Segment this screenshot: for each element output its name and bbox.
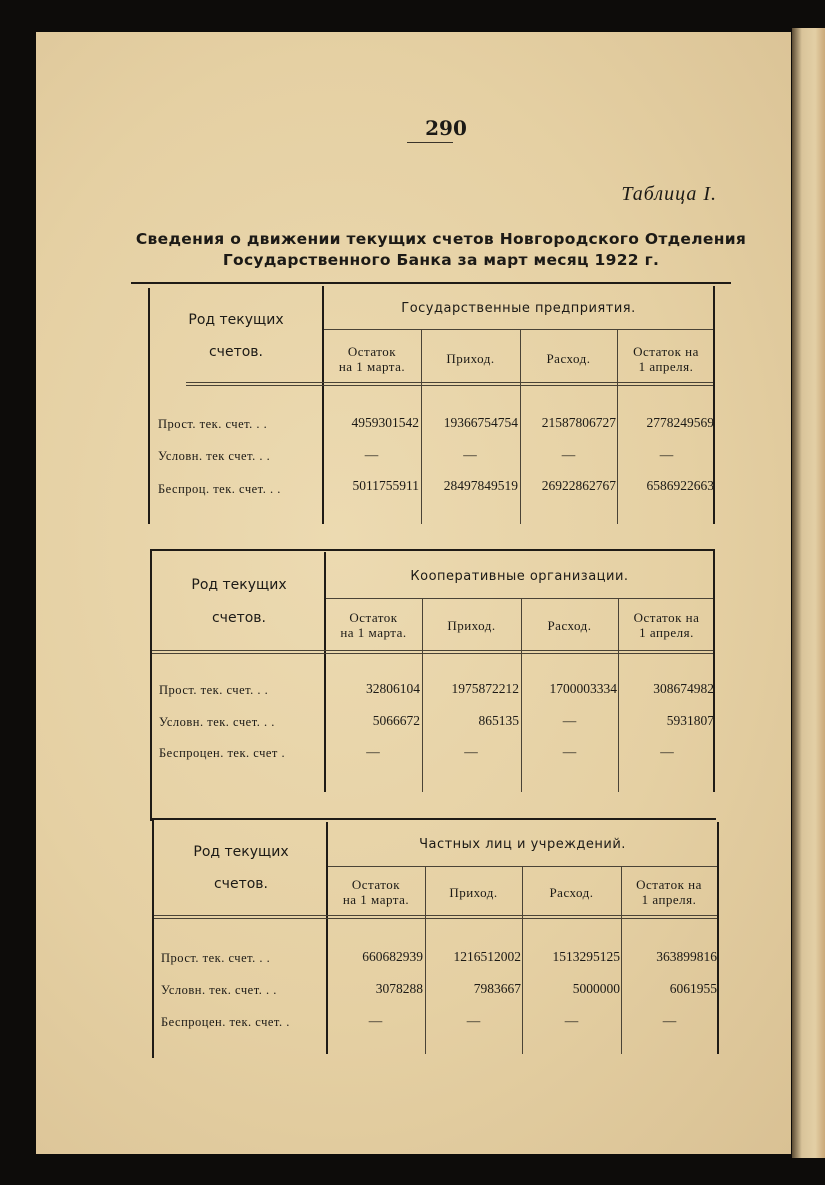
section-left-rule <box>148 288 150 524</box>
col-header-text: Остаток <box>351 877 401 892</box>
section-left-rule <box>150 549 152 821</box>
cell-expense: — <box>564 1013 579 1028</box>
col-header-opening <box>326 610 421 640</box>
cell-closing: 5931807 <box>666 713 714 728</box>
cell-opening: — <box>364 447 379 462</box>
row-label: Прост. тек. счет. . . <box>159 683 269 697</box>
cell-income: 28497849519 <box>443 478 518 493</box>
cell-income: — <box>464 744 478 759</box>
col-header-text: Остаток <box>347 344 397 359</box>
cell-income: 7983667 <box>473 981 521 996</box>
page-number-rule <box>407 142 453 143</box>
section-top-rule <box>131 282 731 284</box>
cell-expense: 1513295125 <box>552 949 620 964</box>
rod-label-line-1: Род текущих <box>193 844 289 860</box>
rod-label-line-1: Род текущих <box>191 577 287 593</box>
cell-closing: 363899816 <box>656 949 717 964</box>
row-label: Беспроц. тек. счет. . . <box>158 482 281 496</box>
col-header-text: на 1 марта. <box>342 892 410 907</box>
book-spine <box>792 28 825 1158</box>
cell-expense: 26922862767 <box>541 478 616 493</box>
col-header-expense: Расход. <box>547 618 592 633</box>
cell-opening: 660682939 <box>362 949 423 964</box>
col-header-text: 1 апреля. <box>638 359 694 374</box>
book-page <box>36 32 791 1154</box>
row-label: Прост. тек. счет. . . <box>161 951 271 965</box>
col-header-text: Остаток на <box>636 877 702 892</box>
col-header-opening <box>324 344 420 374</box>
col-header-text: 1 апреля. <box>639 625 694 640</box>
heading-line-2: Государственного Банка за март месяц 1922 г. <box>222 251 660 269</box>
header-rule-double <box>186 385 713 386</box>
page-number: 290 <box>425 116 467 140</box>
section-top-rule <box>152 818 716 820</box>
table-heading <box>116 229 766 271</box>
rod-label-line-2: счетов. <box>213 876 268 892</box>
cell-expense: 21587806727 <box>541 415 616 430</box>
col-header-closing <box>620 610 713 640</box>
cell-expense: — <box>561 447 576 462</box>
col-header-text: на 1 марта. <box>340 625 407 640</box>
col-header-text: Остаток на <box>633 610 700 625</box>
header-rule-double <box>154 918 717 919</box>
section-right-rule <box>717 822 719 1054</box>
group-underline <box>324 329 713 330</box>
cell-income: 865135 <box>478 713 519 728</box>
table-label: Таблица I. <box>621 183 717 205</box>
header-rule-double <box>152 653 713 654</box>
cell-opening: 32806104 <box>366 681 420 696</box>
cell-income: 1216512002 <box>453 949 521 964</box>
row-label: Условн. тек счет. . . <box>158 449 271 463</box>
cell-closing: — <box>659 447 674 462</box>
cell-closing: 6061955 <box>669 981 717 996</box>
row-label: Прост. тек. счет. . . <box>158 417 268 431</box>
col-rule-3 <box>617 330 618 524</box>
group-title: Кооперативные организации. <box>410 569 629 584</box>
col-header-text: Остаток на <box>633 344 699 359</box>
group-title: Государственные предприятия. <box>401 301 636 316</box>
cell-income: 1975872212 <box>451 681 519 696</box>
rod-label-line-1: Род текущих <box>188 312 284 328</box>
header-rule <box>154 915 717 916</box>
cell-expense: 5000000 <box>572 981 620 996</box>
cell-opening: 5066672 <box>372 713 420 728</box>
cell-expense: 1700003334 <box>549 681 617 696</box>
col-header-income: Приход. <box>449 885 498 900</box>
cell-opening: — <box>368 1013 383 1028</box>
row-label: Условн. тек. счет. . . <box>159 715 275 729</box>
section-top-rule <box>150 549 713 551</box>
row-label: Беспроцен. тек. счет . <box>159 746 286 760</box>
cell-opening: — <box>366 744 380 759</box>
col-header-closing <box>622 877 716 907</box>
cell-income: 19366754754 <box>443 415 518 430</box>
rod-label-line-2: счетов. <box>211 610 266 626</box>
cell-opening: 5011755911 <box>352 478 419 493</box>
col-header-income: Приход. <box>447 618 496 633</box>
col-header-opening <box>328 877 424 907</box>
header-rule <box>152 650 713 651</box>
row-label: Условн. тек. счет. . . <box>161 983 277 997</box>
col-rule-3 <box>618 599 619 792</box>
rod-label-line-2: счетов. <box>208 344 263 360</box>
section-left-rule <box>152 818 154 1058</box>
cell-closing: 6586922663 <box>646 478 714 493</box>
cell-closing: — <box>662 1013 677 1028</box>
col-header-closing <box>619 344 713 374</box>
cell-closing: 2778249569 <box>646 415 714 430</box>
col-header-text: Остаток <box>349 610 398 625</box>
col-header-expense: Расход. <box>549 885 594 900</box>
col-header-text: 1 апреля. <box>641 892 697 907</box>
group-title: Частных лиц и учреждений. <box>419 837 626 852</box>
heading-line-1: Сведения о движении текущих счетов Новгородского Отделения <box>135 230 747 248</box>
cell-closing: 308674982 <box>653 681 714 696</box>
row-label: Беспроцен. тек. счет. . <box>161 1015 290 1029</box>
cell-expense: — <box>562 713 577 728</box>
cell-opening: 4959301542 <box>351 415 419 430</box>
col-header-text: на 1 марта. <box>338 359 406 374</box>
col-header-expense: Расход. <box>546 351 591 366</box>
cell-expense: — <box>562 744 577 759</box>
group-underline <box>326 598 713 599</box>
cell-opening: 3078288 <box>375 981 423 996</box>
header-rule <box>186 382 713 383</box>
cell-income: — <box>466 1013 481 1028</box>
col-header-income: Приход. <box>446 351 495 366</box>
cell-income: — <box>463 447 477 462</box>
cell-closing: — <box>660 744 674 759</box>
